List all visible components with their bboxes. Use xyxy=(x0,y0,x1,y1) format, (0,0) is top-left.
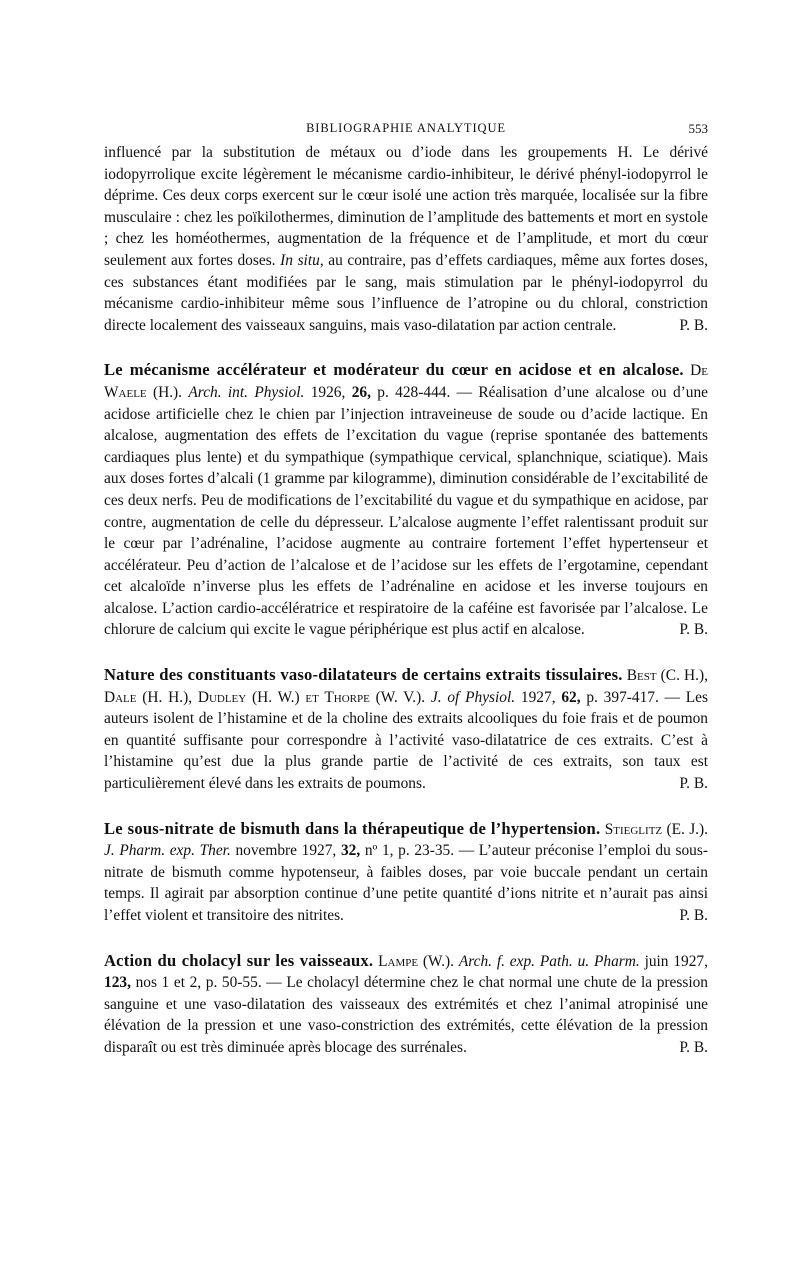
entry-authors: Lampe (W.). xyxy=(378,952,454,970)
bibliography-entry xyxy=(104,950,708,1059)
continuation-in-situ: In situ xyxy=(280,251,320,269)
signature: P. B. xyxy=(679,907,708,924)
continuation-text-2: , au contraire, pas d’effets cardiaques, même aux fortes doses, ces substances étant modifiées par le sang, mais stimulation par le phényl-iodopyrrol du mécanisme cardio-inhibiteur même sous l’influence de l’atropine ou du chloral, constriction directe localement des vaisseaux sanguins, mais vaso-dilatation par action centrale. xyxy=(104,251,708,334)
bibliography-entry xyxy=(104,818,708,927)
entry-journal: Arch. int. Physiol. xyxy=(188,383,305,401)
entry-title: Le mécanisme accélérateur et modérateur du cœur en acidose et en alcalose. xyxy=(104,360,684,380)
entry-pages: p. 397-417. — xyxy=(586,688,680,706)
bibliography-entry xyxy=(104,359,708,641)
entry-paragraph xyxy=(104,950,708,1059)
continuation-paragraph xyxy=(104,142,708,336)
entry-body: L’auteur préconise l’emploi du sous-nitrate de bismuth comme hypotenseur, à faibles doses, par voie buccale pendant un certain temps. Il agirait par absorption continue d’une petite quantité d’ions nitrite et n’aurait pas ainsi l’effet violent et transitoire des nitrites. xyxy=(104,842,708,924)
page-number: 553 xyxy=(688,121,708,136)
continuation-text: influencé par la substitution de métaux ou d’iode dans les groupements H. Le dérivé iodopyrrolique excite légèrement le mécanisme cardio-inhibiteur, le dérivé phényl-iodopyrrol le déprime. Ces deux corps exercent sur le cœur isolé une action très marquée, localisée sur la fibre musculaire : chez les poïkilothermes, diminution de l’amplitude des battements et mort en systole ; chez les homéothermes, augmentation de la fréquence et de l’amplitude, et mort du cœur seulement aux fortes doses. xyxy=(104,144,708,269)
entry-journal: J. of Physiol. xyxy=(430,688,516,706)
entry-volume: 32, xyxy=(340,842,361,860)
entry-title: Le sous-nitrate de bismuth dans la thérapeutique de l’hypertension. xyxy=(104,818,601,838)
entry-year: juin 1927, xyxy=(644,952,708,970)
entry-journal: J. Pharm. exp. Ther. xyxy=(104,842,231,860)
entry-year: 1926, xyxy=(310,383,346,401)
signature: P. B. xyxy=(679,1038,708,1056)
signature: P. B. xyxy=(679,775,708,793)
page xyxy=(104,118,708,1059)
entry-pages: nº 1, p. 23-35. — xyxy=(364,842,475,860)
entry-journal: Arch. f. exp. Path. u. Pharm. xyxy=(458,952,640,970)
entry-paragraph xyxy=(104,359,708,641)
entry-authors: Best (C. H.), Dale (H. H.), Dudley (H. W.) et Thorpe (W. V.). xyxy=(104,667,708,706)
signature: P. B. xyxy=(679,621,708,639)
bibliography-entry xyxy=(104,664,708,795)
page-header xyxy=(104,118,708,142)
entry-body: Les auteurs isolent de l’histamine et de la choline des extraits alcooliques du foie frais et de poumon en quantité suffisante pour correspondre à l’activité vaso-dilatatrice de ces extraits. C’est à l’histamine qu’est due la plus grande partie de l’activité de ces extraits, son taux est particulièrement élevé dans les extraits de poumons. xyxy=(104,688,708,793)
signature: P. B. xyxy=(679,316,708,334)
entry-authors: De Waele (H.). xyxy=(104,362,708,401)
entry-pages: p. 428-444. — xyxy=(377,383,473,401)
entry-title: Nature des constituants vaso-dilatateurs de certains extraits tissulaires. xyxy=(104,665,623,685)
entry-paragraph xyxy=(104,664,708,795)
entry-year: novembre 1927, xyxy=(235,842,337,860)
entry-year: 1927, xyxy=(520,688,556,706)
entry-title: Action du cholacyl sur les vaisseaux. xyxy=(104,950,374,970)
entry-pages: nos 1 et 2, p. 50-55. — xyxy=(135,974,282,992)
entry-volume: 62, xyxy=(561,688,581,706)
entry-body: Réalisation d’une alcalose ou d’une acidose artificielle chez le chien par l’injection intraveineuse de soude ou d’acide lactique. En alcalose, augmentation des effets de l’excitation du vague (reprise spontanée des battements cardiaques plus lente) et du sympathique (sympathique cervical, splanchnique, sciatique). Mais aux doses fortes d’alcali (1 gramme par kilogramme), diminution considérable de l’excitabilité de ces deux nerfs. Peu de modifications de l’excitabilité du vague et du sympathique en acidose, par contre, augmentation de celle du dépresseur. L’alcalose augmente l’effet ralentissant produit sur le cœur par l’adrénaline, l’acidose augmente au contraire fortement l’effet hypertenseur et accélérateur. Peu d’action de l’alcalose et de l’acidose sur les effets de l’ergotamine, cependant cet alcaloïde n’inverse plus les effets de l’adrénaline en acidose et les inverse toujours en alcalose. L’action cardio-accélératrice et respiratoire de la caféine est favorisée par l’alcalose. Le chlorure de calcium qui excite le vague périphérique est plus actif en alcalose. xyxy=(104,383,708,639)
entry-authors: Stieglitz (E. J.). xyxy=(604,820,709,838)
running-head: BIBLIOGRAPHIE ANALYTIQUE xyxy=(306,121,506,135)
entry-volume: 123, xyxy=(104,974,131,992)
entry-body: Le cholacyl détermine chez le chat normal une chute de la pression sanguine et une vaso-dilatation des vaisseaux des extrémités et chez l’animal atropinisé une élévation de la pression et une vaso-constriction des extrémités, cette élévation de la pression disparaît ou est très diminuée après blocage des surrénales. xyxy=(104,974,708,1056)
entry-paragraph xyxy=(104,818,708,927)
entry-volume: 26, xyxy=(351,383,371,401)
